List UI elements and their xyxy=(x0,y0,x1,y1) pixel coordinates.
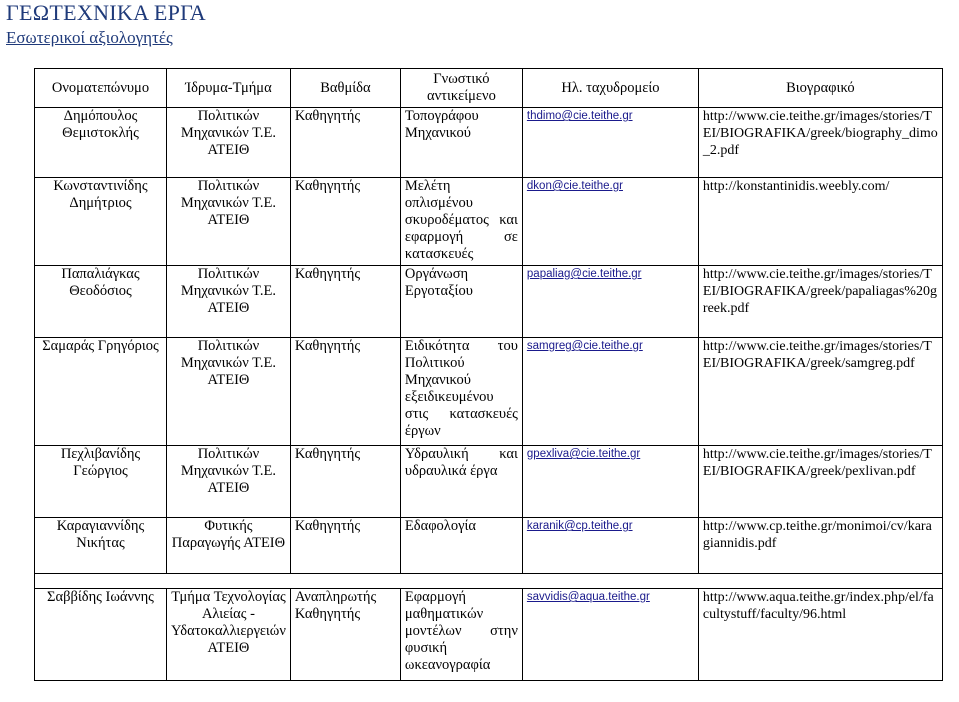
cv-link[interactable]: http://www.cie.teithe.gr/images/stories/TEI/BIOGRAFIKA/greek/samgreg.pdf xyxy=(698,338,942,446)
evaluators-table xyxy=(34,68,943,681)
table-row xyxy=(35,266,943,338)
header-name: Ονοματεπώνυμο xyxy=(35,69,167,108)
table-row xyxy=(35,518,943,574)
cell-subject: Ειδικότητα του Πολιτικού Μηχανικού εξειδικευμένου στις κατασκευές έργων xyxy=(400,338,522,446)
header-department: Ίδρυμα-Τμήμα xyxy=(167,69,291,108)
table-row xyxy=(35,108,943,178)
cell-rank: Καθηγητής xyxy=(290,338,400,446)
header-subject: Γνωστικό αντικείμενο xyxy=(400,69,522,108)
cv-link[interactable]: http://konstantinidis.weebly.com/ xyxy=(698,178,942,266)
cell-name: Δημόπουλος Θεμιστοκλής xyxy=(35,108,167,178)
cell-department: Πολιτικών Μηχανικών Τ.Ε. ΑΤΕΙΘ xyxy=(167,338,291,446)
document-title: ΓΕΩΤΕΧΝΙΚΑ ΕΡΓΑ xyxy=(6,0,206,25)
header-rank: Βαθμίδα xyxy=(290,69,400,108)
document-subtitle: Εσωτερικοί αξιολογητές xyxy=(6,28,173,47)
cell-subject: Εφαρμογή μαθηματικών μοντέλων στην φυσική ωκεανογραφία xyxy=(400,589,522,681)
cv-link[interactable]: http://www.cie.teithe.gr/images/stories/TEI/BIOGRAFIKA/greek/biography_dimo_2.pdf xyxy=(698,108,942,178)
cell-rank: Καθηγητής xyxy=(290,446,400,518)
header-cv: Βιογραφικό xyxy=(698,69,942,108)
cell-rank: Καθηγητής xyxy=(290,266,400,338)
email-link[interactable]: savvidis@aqua.teithe.gr xyxy=(522,589,698,681)
cell-subject: Εδαφολογία xyxy=(400,518,522,574)
cell-name: Παπαλιάγκας Θεοδόσιος xyxy=(35,266,167,338)
email-link[interactable]: karanik@cp.teithe.gr xyxy=(522,518,698,574)
table-header-row xyxy=(35,69,943,108)
cell-department: Πολιτικών Μηχανικών Τ.Ε. ΑΤΕΙΘ xyxy=(167,446,291,518)
cell-rank: Καθηγητής xyxy=(290,108,400,178)
cell-subject: Υδραυλική και υδραυλικά έργα xyxy=(400,446,522,518)
table-row xyxy=(35,178,943,266)
cell-department: Πολιτικών Μηχανικών Τ.Ε. ΑΤΕΙΘ xyxy=(167,266,291,338)
cell-name: Καραγιαννίδης Νικήτας xyxy=(35,518,167,574)
header-email: Ηλ. ταχυδρομείο xyxy=(522,69,698,108)
cell-subject: Τοπογράφου Μηχανικού xyxy=(400,108,522,178)
cell-subject: Οργάνωση Εργοταξίου xyxy=(400,266,522,338)
cell-rank: Καθηγητής xyxy=(290,518,400,574)
cell-name: Σαμαράς Γρηγόριος xyxy=(35,338,167,446)
table-row xyxy=(35,446,943,518)
cell-department: Πολιτικών Μηχανικών Τ.Ε. ΑΤΕΙΘ xyxy=(167,178,291,266)
cell-department: Τμήμα Τεχνολογίας Αλιείας - Υδατοκαλλιεργειών ΑΤΕΙΘ xyxy=(167,589,291,681)
cv-link[interactable]: http://www.aqua.teithe.gr/index.php/el/facultystuff/faculty/96.html xyxy=(698,589,942,681)
cv-link[interactable]: http://www.cie.teithe.gr/images/stories/TEI/BIOGRAFIKA/greek/papaliagas%20greek.pdf xyxy=(698,266,942,338)
cell-rank: Καθηγητής xyxy=(290,178,400,266)
email-link[interactable]: dkon@cie.teithe.gr xyxy=(522,178,698,266)
email-link[interactable]: thdimo@cie.teithe.gr xyxy=(522,108,698,178)
table-row xyxy=(35,338,943,446)
cell-name: Κωνσταντινίδης Δημήτριος xyxy=(35,178,167,266)
table-spacer xyxy=(35,574,943,589)
email-link[interactable]: gpexliva@cie.teithe.gr xyxy=(522,446,698,518)
cell-name: Σαββίδης Ιωάννης xyxy=(35,589,167,681)
cell-rank: Αναπληρωτής Καθηγητής xyxy=(290,589,400,681)
cell-department: Φυτικής Παραγωγής ΑΤΕΙΘ xyxy=(167,518,291,574)
email-link[interactable]: samgreg@cie.teithe.gr xyxy=(522,338,698,446)
cv-link[interactable]: http://www.cie.teithe.gr/images/stories/TEI/BIOGRAFIKA/greek/pexlivan.pdf xyxy=(698,446,942,518)
email-link[interactable]: papaliag@cie.teithe.gr xyxy=(522,266,698,338)
table-row xyxy=(35,589,943,681)
cell-subject: Μελέτη οπλισμένου σκυροδέματος και εφαρμογή σε κατασκευές xyxy=(400,178,522,266)
cell-name: Πεχλιβανίδης Γεώργιος xyxy=(35,446,167,518)
cv-link[interactable]: http://www.cp.teithe.gr/monimoi/cv/karagiannidis.pdf xyxy=(698,518,942,574)
cell-department: Πολιτικών Μηχανικών Τ.Ε. ΑΤΕΙΘ xyxy=(167,108,291,178)
